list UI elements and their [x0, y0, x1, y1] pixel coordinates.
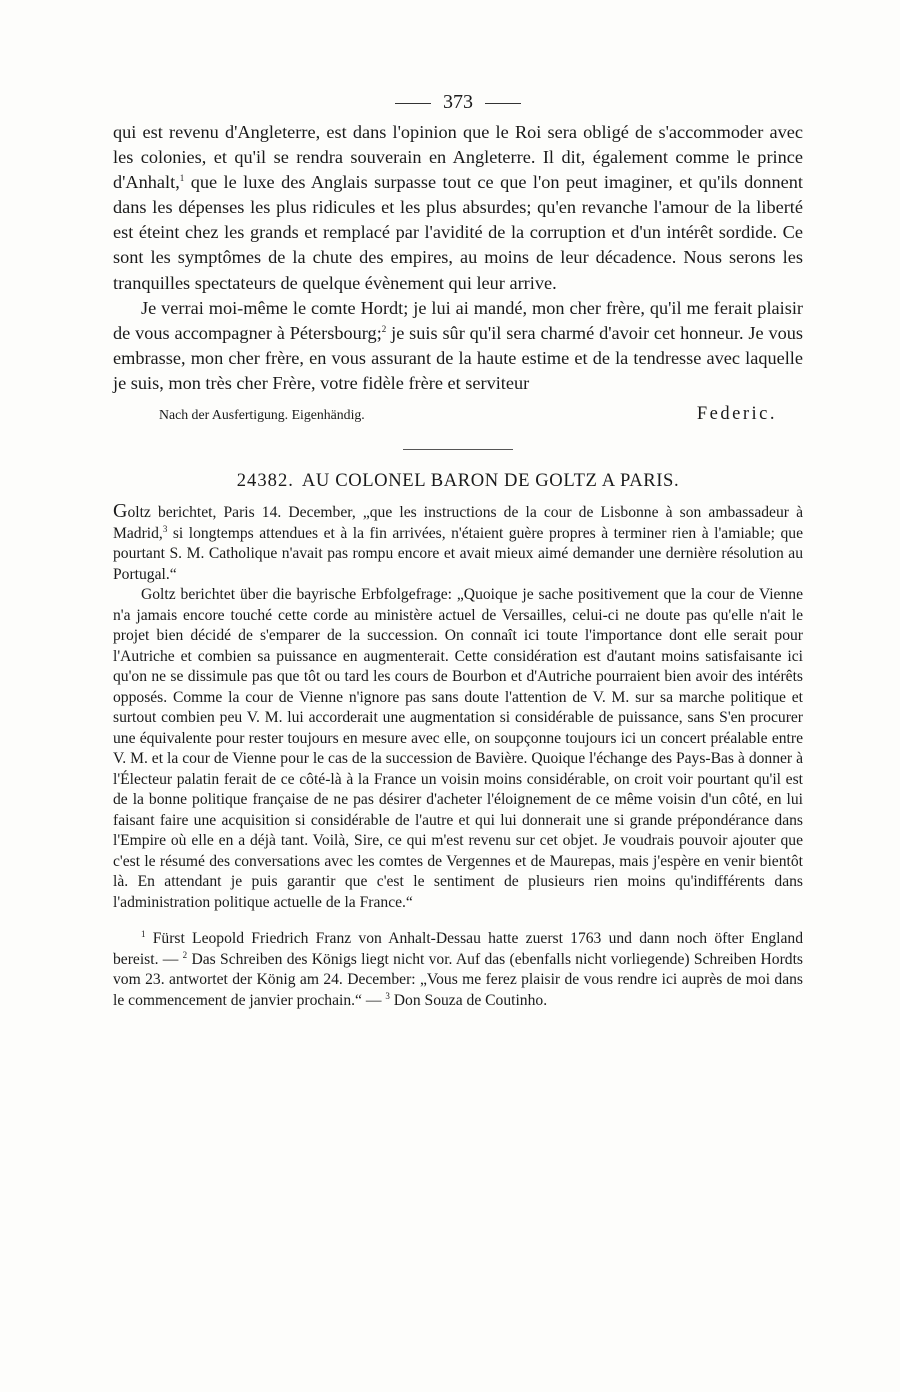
source-note: Nach der Ausfertigung. Eigenhändig.: [159, 407, 365, 423]
footnote-mark: 2: [381, 323, 387, 334]
signature: Federic.: [696, 404, 777, 425]
section-divider: [403, 449, 513, 450]
signature-line: [113, 404, 803, 425]
footnote-mark: 1: [179, 173, 185, 184]
page-number: 373: [443, 91, 473, 113]
report-text: [113, 501, 803, 913]
report-paragraph: Goltz berichtet über die bayrische Erbfolgefrage: „Quoique je sache positivement que la cour de Vienne n'a jamais encore touché cette corde au ministère actuel de Versailles, celui-ci ne doute pas qu'elle n'ait le projet bien décidé de s'emparer de la succession. On connaît ici toute l'importance dont elle serait pour l'Autriche et combien sa puissance en augmenterait. Cette considération est d'autant moins satisfaisante ici qu'on ne se dissimule pas que tôt ou tard les cours de Bourbon et d'Autriche pourraient bien avoir des intérêts opposés. Comme la cour de Vienne n'ignore pas sans doute l'attention de V. M. sur sa marche politique et surtout combien peu V. M. lui accorderait une augmentation si considérable de puissance, sans S'en procurer une équivalente pour rester toujours en mesure avec elle, on soupçonne toujours ici un concert préalable entre V. M. et la cour de Vienne pour le cas de la succession de Bavière. Quoique l'échange des Pays-Bas à donner à l'Électeur palatin ferait de ce côté-là à la France un voisin moins considérable, on croit voir pourtant qu'il est de la bonne politique française de ne pas désirer d'acheter l'éloignement de ce même voisin d'un côté, en lui faisant faire une acquisition si considérable de l'autre et qui lui donnerait une si grande prépondérance dans l'Empire où elle en a déjà tant. Voilà, Sire, ce qui m'est revenu sur cet objet. Je voudrais pouvoir ajouter que c'est le résumé des conversations avec les comtes de Vergennes et de Maurepas, mais j'espère en venir bientôt là. En attendant je puis garantir que c'est le sentiment de plusieurs rien moins qu'indifférents dans l'administration politique actuelle de la France.“: [113, 586, 803, 911]
page-header: [113, 88, 803, 116]
footnotes: [113, 929, 803, 1011]
document-page: [113, 88, 803, 1011]
letter-paragraph: Je verrai moi-même le comte Hordt; je lui ai mandé, mon cher frère, qu'il me ferait plaisir de vous accompagner à Pétersbourg;$^2$ je suis sûr qu'il sera charmé d'avoir cet honneur. Je vous embrasse, mon cher frère, en vous assurant de la haute estime et de la tendresse avec laquelle je suis, mon très cher Frère, votre fidèle frère et serviteur: [113, 297, 803, 393]
heading-number: 24382.: [236, 470, 294, 492]
header-dash-left: [395, 103, 431, 104]
footnote-mark: 3: [162, 523, 168, 534]
letter-paragraph: qui est revenu d'Angleterre, est dans l'opinion que le Roi sera obligé de s'accommoder avec les colonies, et qu'il se rendra souverain en Angleterre. Il dit, également comme le prince d'Anhalt,$^1$ que le luxe des Anglais surpasse tout ce que l'on peut imaginer, et qu'ils donnent dans les dépenses les plus ridicules et les plus absurdes; qu'en revanche l'amour de la liberté est éteint chez les grands et remplacé par l'avidité de la corruption et d'un intérêt sordide. Ce sont les symptômes de la chute des empires, au moins de leur décadence. Nous serons les tranquilles spectateurs de quelque évènement qui leur arrive.: [113, 122, 803, 293]
footnote-text: $^1$ Fürst Leopold Friedrich Franz von Anhalt-Dessau hatte zuerst 1763 und dann noch öfter England bereist. — $^2$ Das Schreiben des Königs liegt nicht vor. Auf das (ebenfalls nicht vorliegende) Schreiben Hordts vom 23. antwortet der König am 24. December: „Vous me ferez plaisir de vous rendre ici auprès de moi dans le commencement de janvier prochain.“ — $^3$ Don Souza de Coutinho.: [113, 928, 803, 1009]
report-paragraph: Goltz berichtet, Paris 14. December, „que les instructions de la cour de Lisbonne à son ambassadeur à Madrid,$^3$ si longtemps attendues et à la fin arrivées, n'étaient guère propres à terminer rien à l'amiable; que pourtant S. M. Catholique n'avait pas rompu encore et avait mieux aimé demander une dernière résolution au Portugal.“: [113, 500, 803, 583]
header-dash-right: [485, 103, 521, 104]
section-heading: [113, 470, 803, 492]
heading-title: AU COLONEL BARON DE GOLTZ A PARIS.: [301, 470, 680, 492]
letter-text: [113, 120, 803, 396]
